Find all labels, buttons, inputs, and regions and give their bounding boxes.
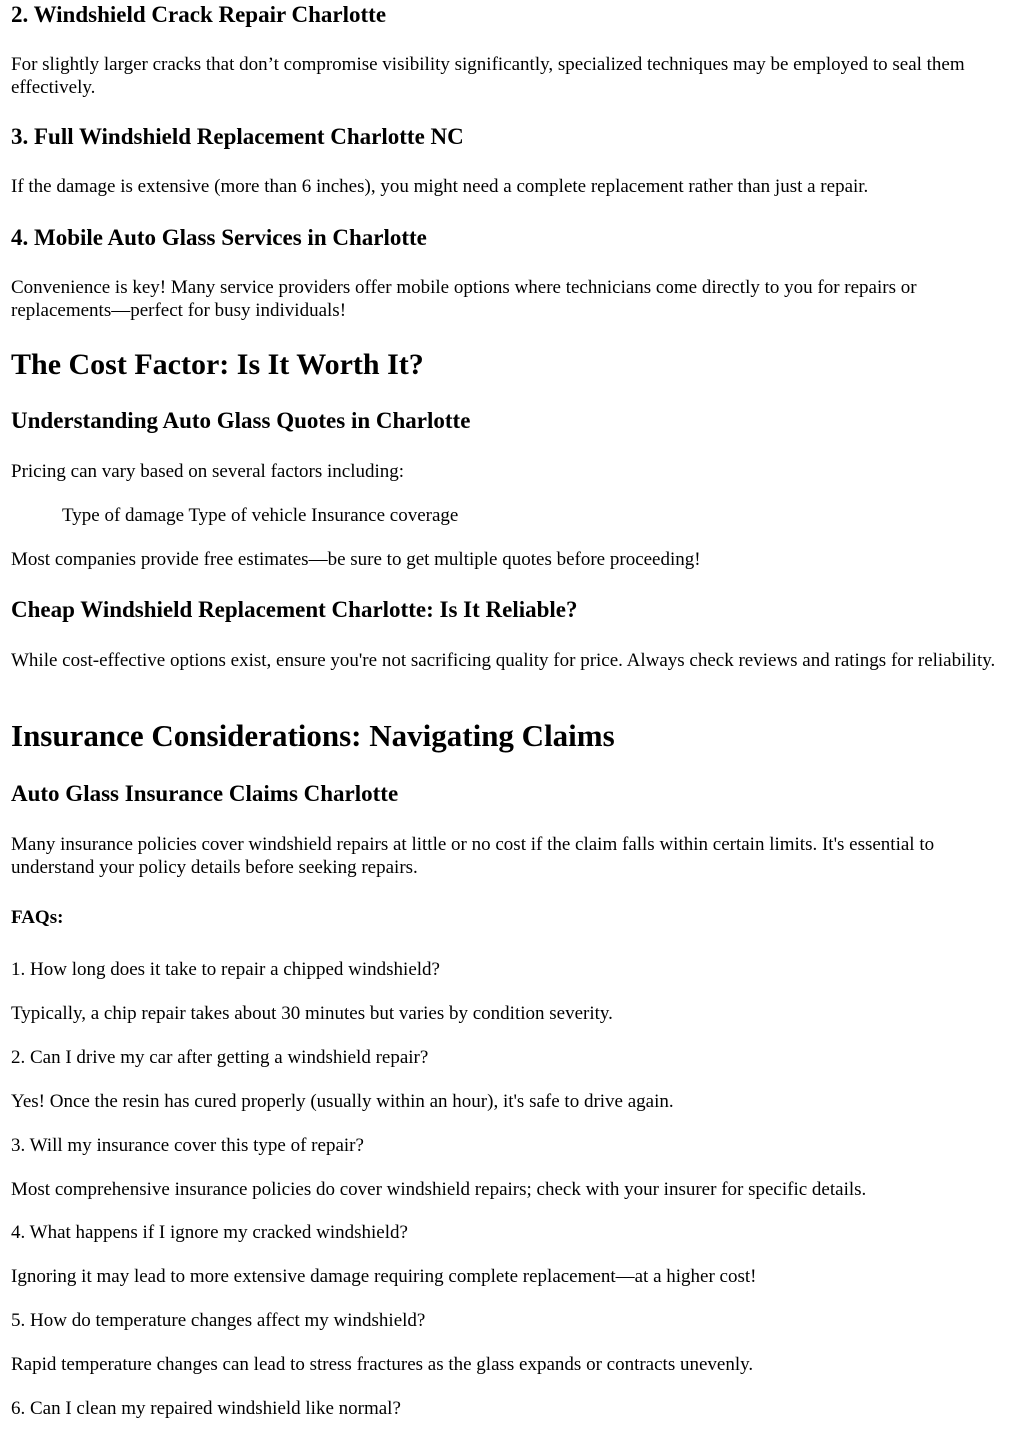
faq-question: 2. Can I drive my car after getting a windshield repair? <box>11 1047 429 1068</box>
paragraph-quotes-intro: Pricing can vary based on several factors including: <box>11 461 405 482</box>
faq-question: 4. What happens if I ignore my cracked windshield? <box>11 1222 408 1243</box>
faq-answer: Ignoring it may lead to more extensive damage requiring complete replacement—at a higher cost! <box>11 1266 757 1287</box>
heading-quotes: Understanding Auto Glass Quotes in Charlotte <box>11 408 471 433</box>
faq-question: 6. Can I clean my repaired windshield like normal? <box>11 1398 401 1419</box>
heading-insurance-claims: Auto Glass Insurance Claims Charlotte <box>11 781 399 806</box>
faq-answer: Yes! Once the resin has cured properly (usually within an hour), it's safe to drive again. <box>11 1091 674 1112</box>
faq-answer: Most comprehensive insurance policies do cover windshield repairs; check with your insurer for specific details. <box>11 1179 867 1200</box>
heading-crack-repair: 2. Windshield Crack Repair Charlotte <box>11 2 387 27</box>
faq-answer: Typically, a chip repair takes about 30 minutes but varies by condition severity. <box>11 1003 613 1024</box>
heading-full-replacement: 3. Full Windshield Replacement Charlotte NC <box>11 124 464 149</box>
heading-cheap-replacement: Cheap Windshield Replacement Charlotte: Is It Reliable? <box>11 597 578 622</box>
heading-cost-factor: The Cost Factor: Is It Worth It? <box>11 348 424 381</box>
faq-answer: Rapid temperature changes can lead to stress fractures as the glass expands or contracts unevenly. <box>11 1354 754 1375</box>
paragraph-cheap-replacement: While cost-effective options exist, ensure you're not sacrificing quality for price. Always check reviews and ratings for reliability. <box>11 650 996 671</box>
heading-mobile-services: 4. Mobile Auto Glass Services in Charlotte <box>11 225 427 250</box>
faq-question: 5. How do temperature changes affect my windshield? <box>11 1310 426 1331</box>
paragraph-insurance-claims: Many insurance policies cover windshield repairs at little or no cost if the claim falls within certain limits. It's essential to understand your policy details before seeking repairs. <box>11 834 935 878</box>
paragraph-crack-repair: For slightly larger cracks that don’t compromise visibility significantly, specialized techniques may be employed to seal them effectively. <box>11 54 965 98</box>
faq-question: 3. Will my insurance cover this type of repair? <box>11 1135 364 1156</box>
paragraph-mobile-services: Convenience is key! Many service providers offer mobile options where technicians come directly to you for repairs or replacements—perfect for busy individuals! <box>11 277 917 321</box>
faqs-label: FAQs: <box>11 907 64 928</box>
paragraph-quotes-outro: Most companies provide free estimates—be sure to get multiple quotes before proceeding! <box>11 549 701 570</box>
list-pricing-factors: Type of damage Type of vehicle Insurance coverage <box>62 505 459 526</box>
paragraph-full-replacement: If the damage is extensive (more than 6 inches), you might need a complete replacement rather than just a repair. <box>11 176 869 197</box>
faq-question: 1. How long does it take to repair a chipped windshield? <box>11 959 440 980</box>
heading-insurance: Insurance Considerations: Navigating Claims <box>11 718 615 753</box>
